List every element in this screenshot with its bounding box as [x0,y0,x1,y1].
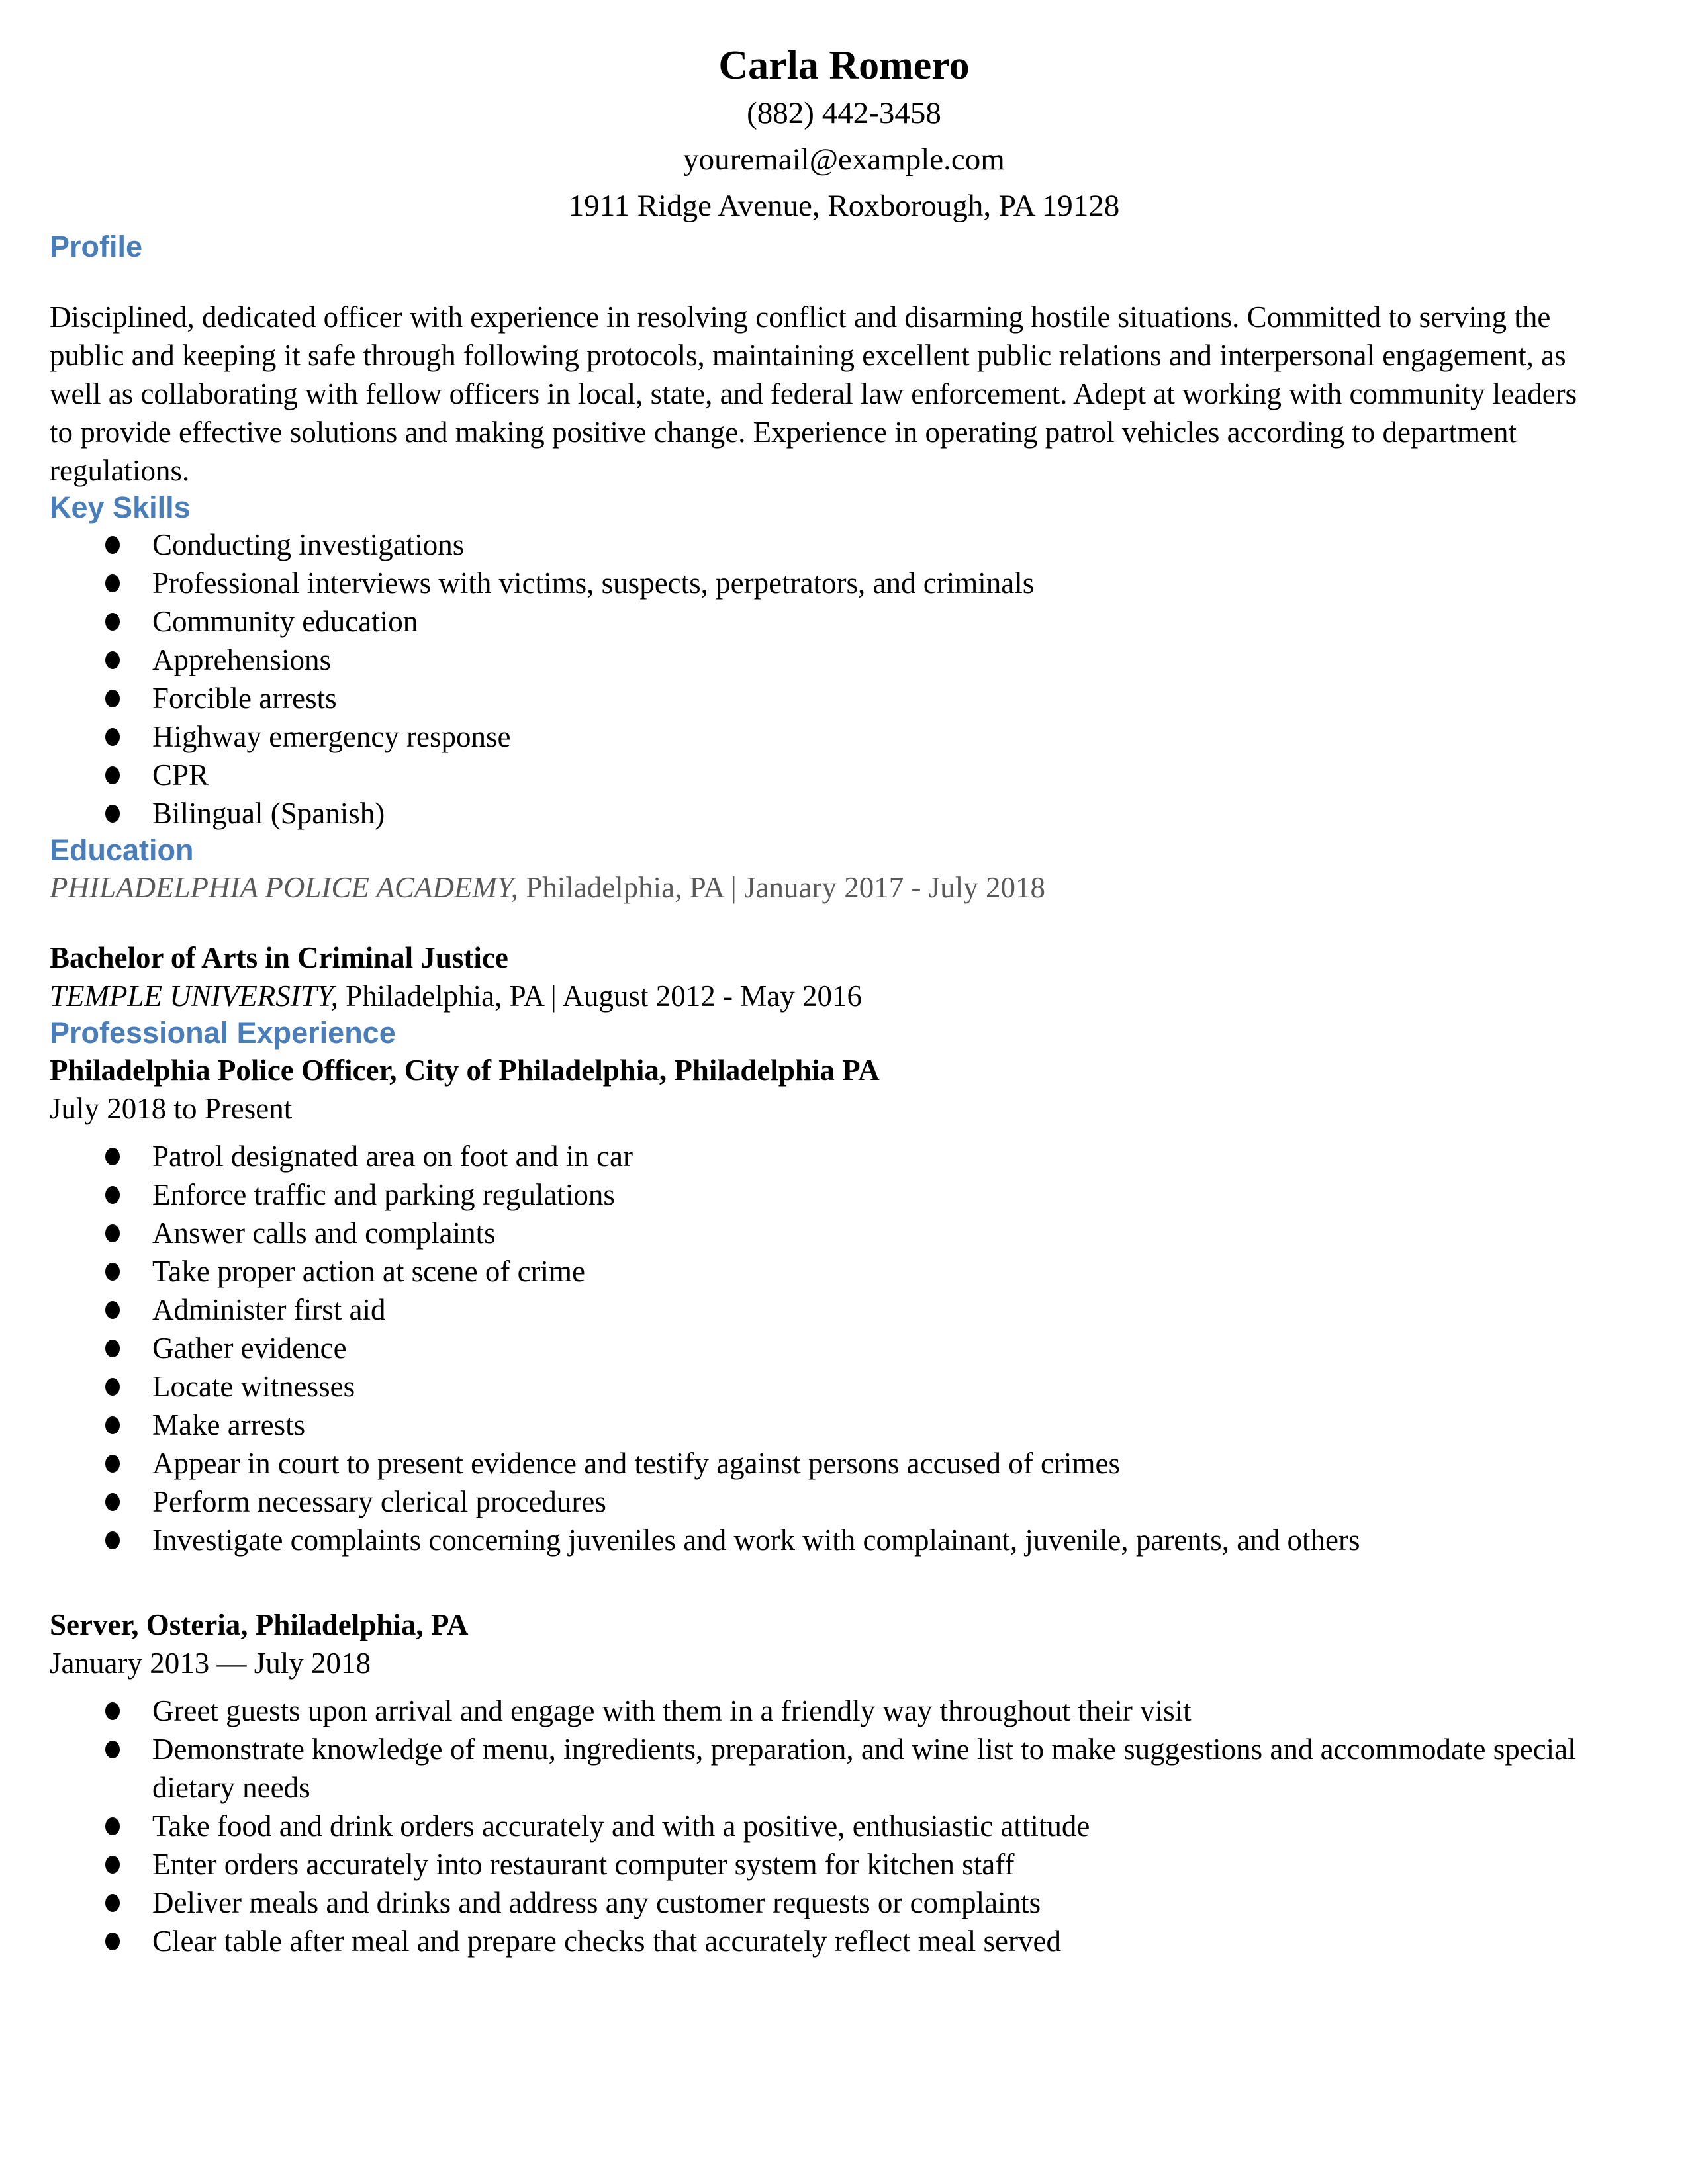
list-item [50,756,1589,794]
skill-text: Bilingual (Spanish) [152,797,385,830]
bullet-icon [105,1378,120,1396]
candidate-phone: (882) 442-3458 [747,96,941,130]
skill-text: Professional interviews with victims, suspects, perpetrators, and criminals [152,567,1035,600]
profile-heading: Profile [50,230,143,263]
profile-paragraph: Disciplined, dedicated officer with experience in resolving conflict and disarming hostile situations. Committed to serving the public and keeping it safe through following protocols, maintaining excellent public relations and interpersonal engagement, as well as collaborating with fellow officers in local, state, and federal law enforcement. Adept at working with community leaders to provide effective solutions and making positive change. Experience in operating patrol vehicles according to department regulations. [50,300,1577,487]
job-server [50,1606,1589,1960]
duty-text: Make arrests [152,1408,306,1441]
list-item [50,1884,1589,1922]
skill-text: Forcible arrests [152,682,337,715]
key-skills-list [50,525,1589,833]
bullet-icon [105,728,120,746]
list-item [50,1845,1589,1884]
section-profile [50,229,1589,490]
bullet-icon [105,1741,120,1758]
skill-text: Conducting investigations [152,528,465,561]
bullet-icon [105,1340,120,1357]
list-item [50,679,1589,717]
candidate-name: Carla Romero [718,43,970,88]
skill-text: Highway emergency response [152,720,511,753]
list-item [50,1406,1589,1444]
degree-title: Bachelor of Arts in Criminal Justice [50,941,508,974]
bullet-icon [105,1856,120,1874]
bullet-icon [105,1301,120,1319]
bullet-icon [105,1894,120,1912]
section-education [50,833,1589,1015]
job-title: Philadelphia Police Officer, City of Philadelphia, Philadelphia PA [50,1054,880,1087]
duty-text: Perform necessary clerical procedures [152,1485,606,1518]
skill-text: Apprehensions [152,643,331,676]
job-title: Server, Osteria, Philadelphia, PA [50,1608,469,1641]
bullet-icon [105,651,120,669]
key-skills-heading: Key Skills [50,490,191,524]
list-item [50,525,1589,564]
list-item [50,1922,1589,1960]
list-item [50,794,1589,833]
duty-text: Greet guests upon arrival and engage with them in a friendly way throughout their visit [152,1694,1192,1727]
experience-heading: Professional Experience [50,1016,396,1050]
list-item [50,564,1589,602]
bullet-icon [105,1455,120,1473]
duty-text: Answer calls and complaints [152,1216,496,1250]
job-police-officer [50,1051,1589,1559]
bullet-icon [105,1702,120,1720]
school-details: Philadelphia, PA | August 2012 - May 2016 [338,979,863,1013]
candidate-email: youremail@example.com [683,142,1005,177]
bullet-icon [105,805,120,823]
job-duties-list [50,1692,1589,1960]
bullet-icon [105,1531,120,1549]
list-item [50,602,1589,641]
list-item [50,641,1589,679]
school-name: TEMPLE UNIVERSITY, [50,979,338,1013]
bullet-icon [105,1416,120,1434]
skill-text: CPR [152,758,209,792]
bullet-icon [105,574,120,592]
section-key-skills [50,490,1589,833]
duty-text: Appear in court to present evidence and testify against persons accused of crimes [152,1447,1120,1480]
list-item [50,1214,1589,1252]
duty-text: Enforce traffic and parking regulations [152,1178,615,1211]
bullet-icon [105,1224,120,1242]
duty-text: Patrol designated area on foot and in car [152,1140,633,1173]
duty-text: Take proper action at scene of crime [152,1255,586,1288]
education-entry-academy [50,868,1589,907]
bullet-icon [105,1493,120,1511]
section-experience [50,1015,1589,1960]
list-item [50,1137,1589,1175]
list-item [50,1482,1589,1521]
education-heading: Education [50,833,194,867]
list-item [50,1807,1589,1845]
education-entry-university [50,977,1589,1015]
bullet-icon [105,766,120,784]
list-item [50,1692,1589,1730]
bullet-icon [105,536,120,554]
bullet-icon [105,1148,120,1165]
job-duties-list [50,1137,1589,1559]
list-item [50,1730,1589,1807]
duty-text: Demonstrate knowledge of menu, ingredients, preparation, and wine list to make suggestions and accommodate special dietary needs [152,1733,1576,1804]
duty-text: Administer first aid [152,1293,386,1326]
job-dates: July 2018 to Present [50,1092,293,1125]
resume-header [50,41,1638,229]
list-item [50,1521,1589,1559]
list-item [50,1291,1589,1329]
school-details: Philadelphia, PA | January 2017 - July 2018 [518,871,1046,904]
list-item [50,1329,1589,1367]
candidate-address: 1911 Ridge Avenue, Roxborough, PA 19128 [568,189,1120,223]
bullet-icon [105,1933,120,1950]
list-item [50,1367,1589,1406]
bullet-icon [105,1186,120,1204]
bullet-icon [105,1263,120,1281]
school-name: PHILADELPHIA POLICE ACADEMY, [50,871,518,904]
bullet-icon [105,1817,120,1835]
list-item [50,1444,1589,1482]
duty-text: Deliver meals and drinks and address any customer requests or complaints [152,1886,1041,1919]
bullet-icon [105,613,120,631]
duty-text: Locate witnesses [152,1370,355,1403]
list-item [50,717,1589,756]
skill-text: Community education [152,605,418,638]
job-dates: January 2013 — July 2018 [50,1647,371,1680]
duty-text: Clear table after meal and prepare checks that accurately reflect meal served [152,1925,1061,1958]
duty-text: Investigate complaints concerning juveniles and work with complainant, juvenile, parents, and others [152,1524,1360,1557]
duty-text: Gather evidence [152,1332,347,1365]
duty-text: Enter orders accurately into restaurant computer system for kitchen staff [152,1848,1015,1881]
duty-text: Take food and drink orders accurately and with a positive, enthusiastic attitude [152,1809,1090,1843]
bullet-icon [105,690,120,707]
list-item [50,1252,1589,1291]
list-item [50,1175,1589,1214]
